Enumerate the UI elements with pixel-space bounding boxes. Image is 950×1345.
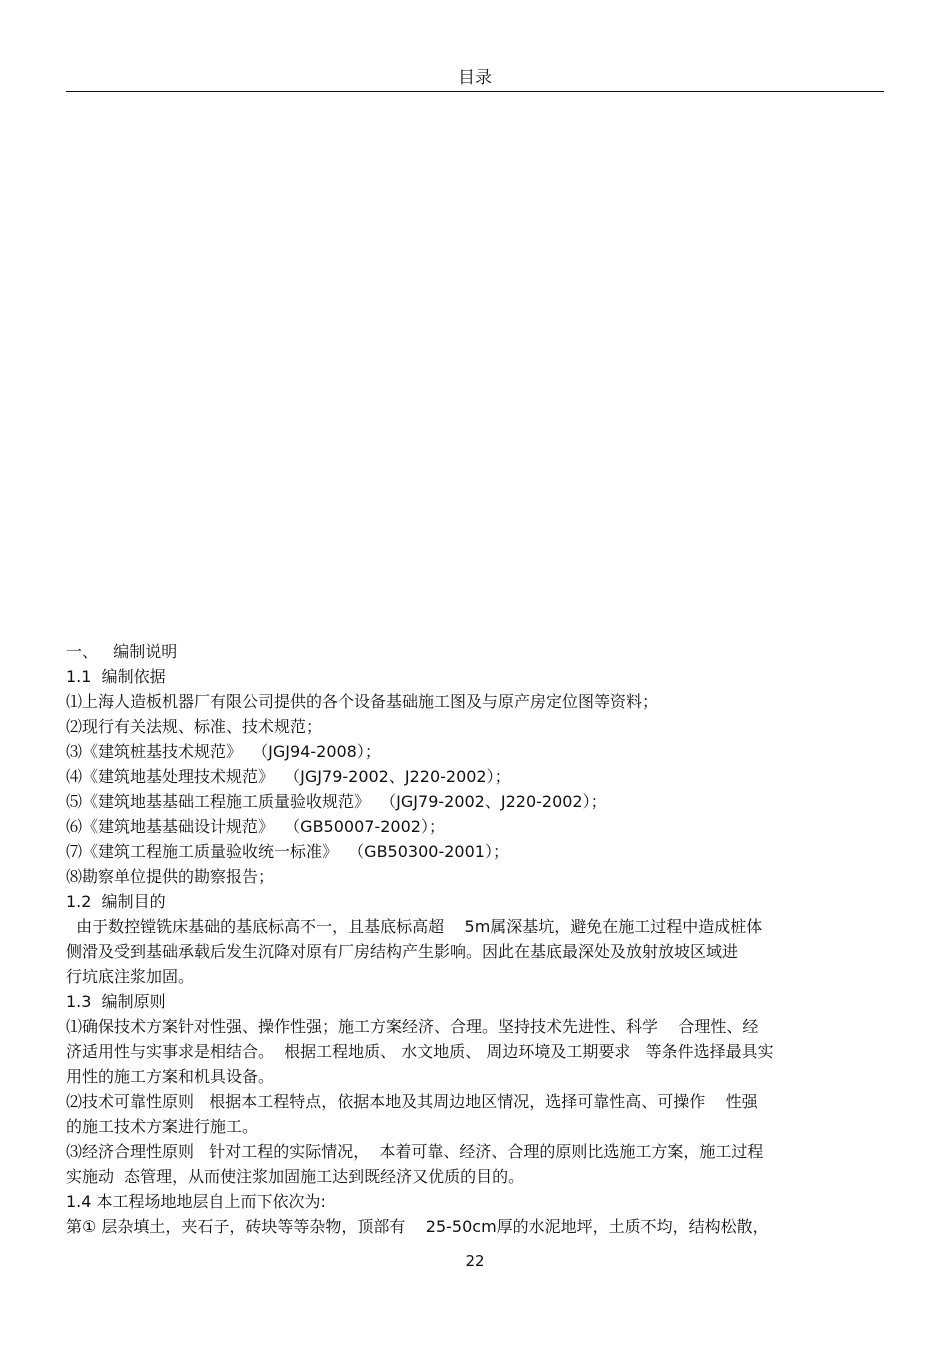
list-item: ⑹《建筑地基基础设计规范》 （GB50007-2002）； [66,817,445,836]
subsection-heading: 1.4 本工程场地地层自上而下依次为: [66,1192,326,1211]
subsection-heading: 1.3 编制原则 [66,992,166,1011]
section-heading: 一、 编制说明 [66,642,178,661]
paragraph-line: 第① 层杂填土，夹石子，砖块等等杂物，顶部有 25-50cm厚的水泥地坪，土质不均，结构松散， [66,1217,769,1236]
list-item: ⑺《建筑工程施工质量验收统一标准》 （GB50300-2001）； [66,842,509,861]
paragraph-line: 的施工技术方案进行施工。 [66,1117,259,1136]
paragraph-line: 行坑底注浆加固。 [66,967,195,986]
paragraph-line: ⑵技术可靠性原则 根据本工程特点，依据本地及其周边地区情况，选择可靠性高、可操作 性强 [66,1092,758,1111]
paragraph-line: ⑴确保技术方案针对性强、操作性强；施工方案经济、合理。坚持技术先进性、科学 合理性、经 [66,1017,759,1036]
paragraph-line: 用性的施工方案和机具设备。 [66,1067,275,1086]
page-number: 22 [465,1252,485,1270]
paragraph-line: 侧滑及受到基础承载后发生沉降对原有厂房结构产生影响。因此在基底最深处及放射放坡区域进 [66,942,739,961]
subsection-heading: 1.2 编制目的 [66,892,166,911]
header-divider [66,91,884,92]
paragraph-line: ⑶经济合理性原则 针对工程的实际情况， 本着可靠、经济、合理的原则比选施工方案，施工过程 [66,1142,764,1161]
paragraph-line: 由于数控镗铣床基础的基底标高不一，且基底标高超 5m属深基坑，避免在施工过程中造成桩体 [66,917,763,936]
list-item: ⑻勘察单位提供的勘察报告； [66,867,275,886]
list-item: ⑴上海人造板机器厂有限公司提供的各个设备基础施工图及与原产房定位图等资料； [66,692,659,711]
subsection-heading: 1.1 编制依据 [66,667,166,686]
document-body [66,639,884,1239]
list-item: ⑷《建筑地基处理技术规范》 （JGJ79-2002、J220-2002）； [66,767,511,786]
list-item: ⑸《建筑地基基础工程施工质量验收规范》 （JGJ79-2002、J220-2002）； [66,792,607,811]
list-item: ⑵现行有关法规、标准、技术规范； [66,717,323,736]
paragraph-line: 济适用性与实事求是相结合。 根据工程地质、 水文地质、 周边环境及工期要求 等条件选择最具实 [66,1042,774,1061]
page-header-title: 目录 [458,68,492,88]
list-item: ⑶《建筑桩基技术规范》 （JGJ94-2008）； [66,742,381,761]
paragraph-line: 实施动 态管理，从而使注浆加固施工达到既经济又优质的目的。 [66,1167,525,1186]
